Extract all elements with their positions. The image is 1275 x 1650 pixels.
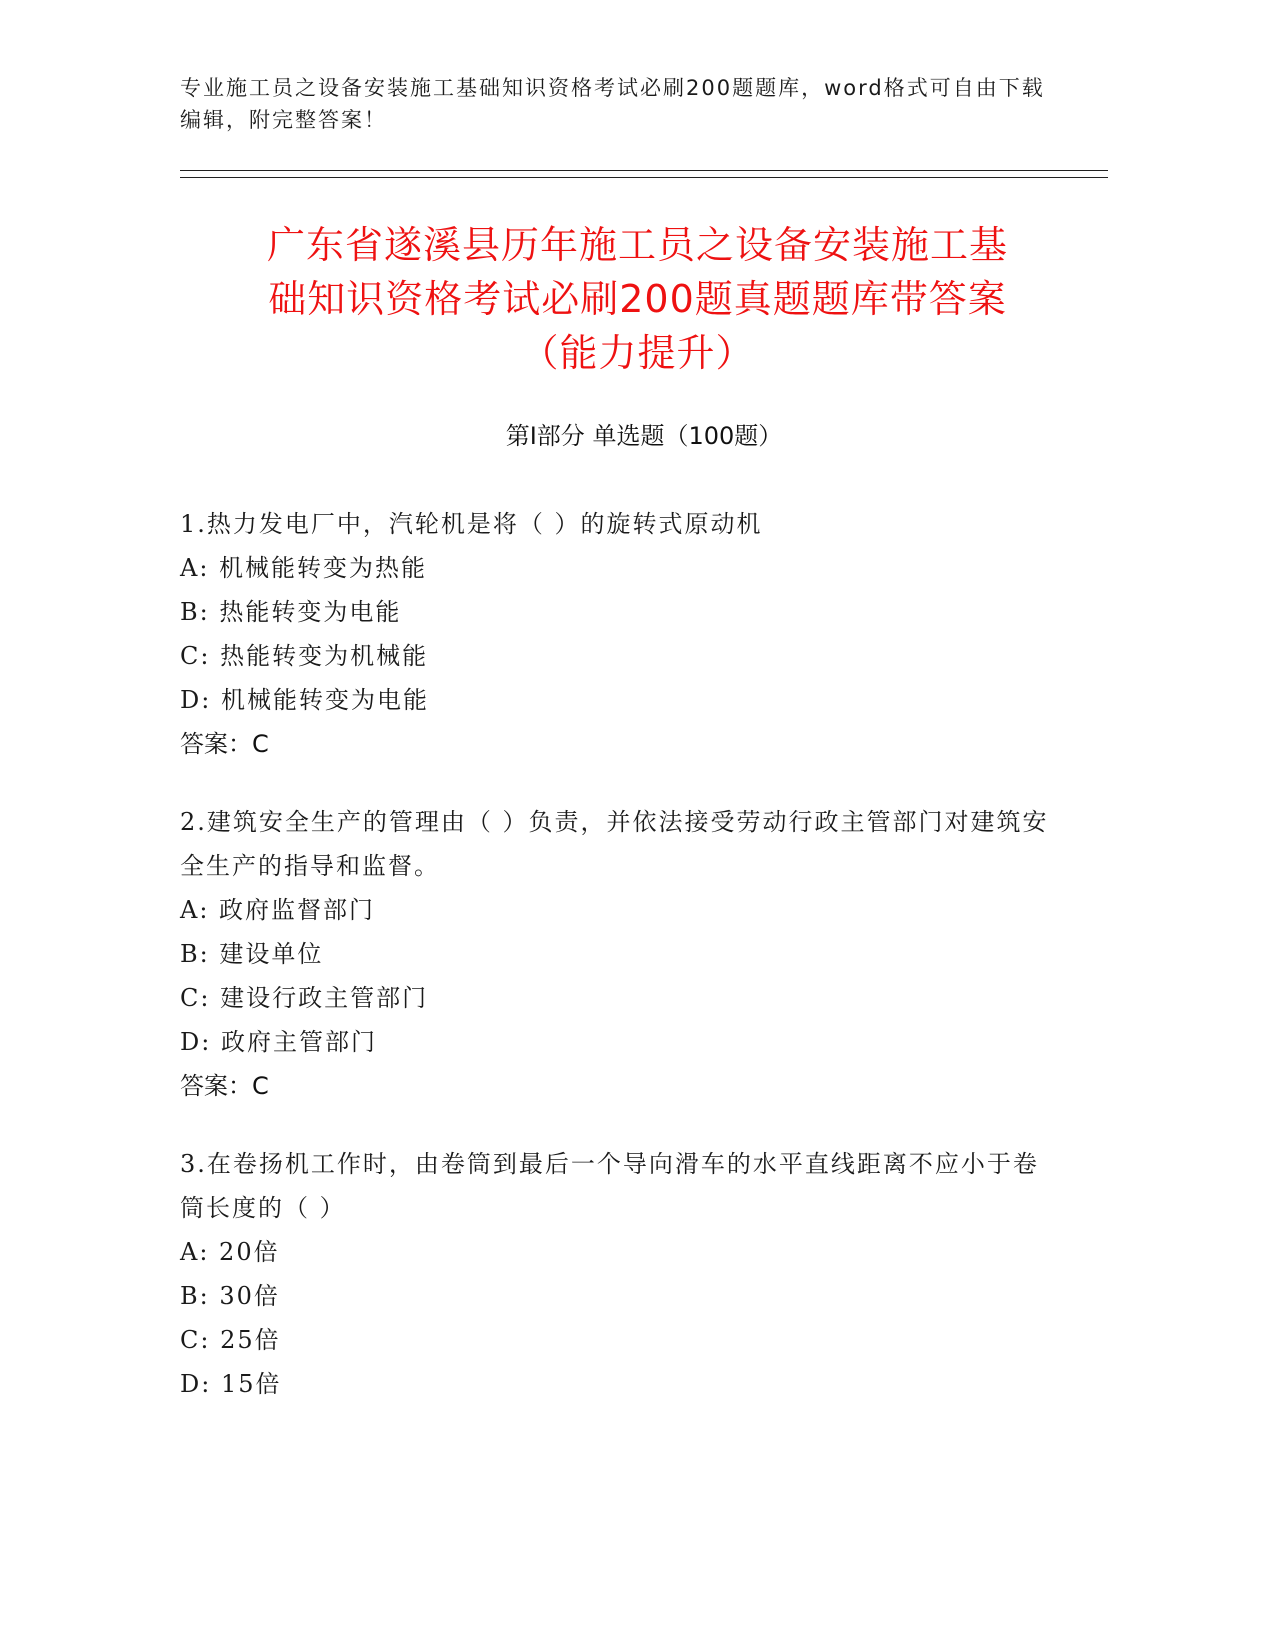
question-stem: 2.建筑安全生产的管理由（ ）负责，并依法接受劳动行政主管部门对建筑安全生产的指导和监督。 <box>180 808 1049 880</box>
answer: 答案：C <box>180 730 269 758</box>
question-list <box>180 502 1060 1440</box>
question-item <box>180 1142 1060 1406</box>
header-divider-bottom <box>180 177 1108 178</box>
question-stem: 3.在卷扬机工作时，由卷筒到最后一个导向滑车的水平直线距离不应小于卷筒长度的（ ） <box>180 1150 1039 1222</box>
document-title-line: 广东省遂溪县历年施工员之设备安装施工基 <box>266 223 1008 267</box>
answer: 答案：C <box>180 1072 269 1100</box>
option-d: D: 机械能转变为电能 <box>180 686 429 714</box>
option-a: A: 机械能转变为热能 <box>180 554 428 582</box>
document-title <box>120 218 1155 380</box>
option-c: C: 热能转变为机械能 <box>180 642 429 670</box>
section-heading: 第Ⅰ部分 单选题（100题） <box>505 422 783 450</box>
question-item <box>180 502 1060 766</box>
option-d: D: 15倍 <box>180 1370 282 1398</box>
header-divider-top <box>180 170 1108 171</box>
option-a: A: 政府监督部门 <box>180 896 376 924</box>
option-c: C: 建设行政主管部门 <box>180 984 429 1012</box>
question-item <box>180 800 1060 1108</box>
option-b: B: 建设单位 <box>180 940 324 968</box>
option-b: B: 30倍 <box>180 1282 280 1310</box>
question-stem: 1.热力发电厂中，汽轮机是将（ ）的旋转式原动机 <box>180 510 763 538</box>
header-note: 专业施工员之设备安装施工基础知识资格考试必刷200题题库，word格式可自由下载编辑，附完整答案！ <box>180 76 1045 132</box>
option-d: D: 政府主管部门 <box>180 1028 377 1056</box>
document-title-line: 础知识资格考试必刷200题真题题库带答案 <box>268 277 1007 321</box>
option-c: C: 25倍 <box>180 1326 281 1354</box>
option-b: B: 热能转变为电能 <box>180 598 402 626</box>
document-title-line: （能力提升） <box>520 331 755 375</box>
option-a: A: 20倍 <box>180 1238 280 1266</box>
